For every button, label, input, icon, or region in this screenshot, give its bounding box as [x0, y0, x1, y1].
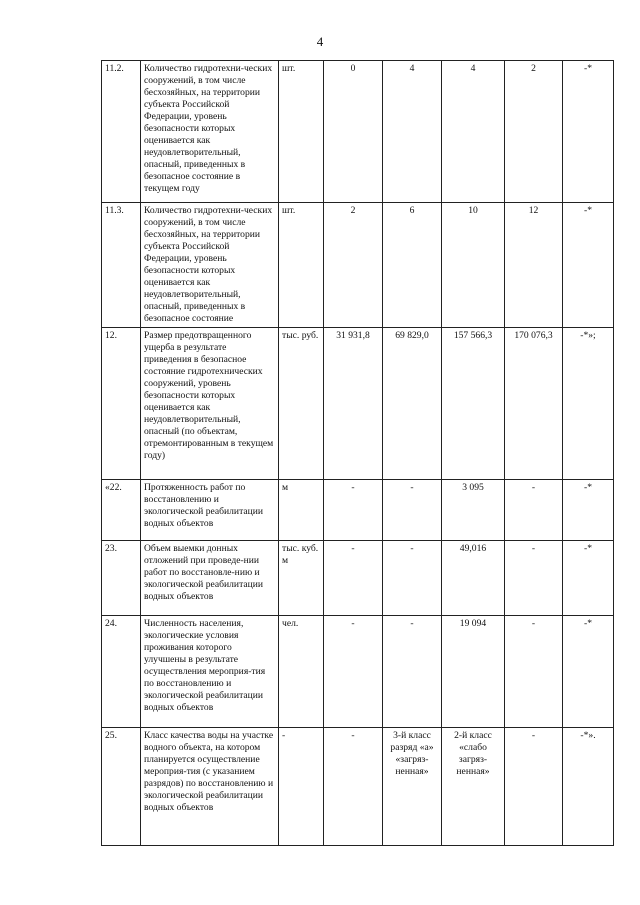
value-cell: 2 [324, 203, 383, 328]
unit-cell: - [279, 727, 324, 845]
value-cell: 2-й класс «слабо загряз-ненная» [442, 727, 505, 845]
note-cell: -*». [563, 727, 614, 845]
table-row [102, 61, 614, 203]
table-row [102, 727, 614, 845]
table-row [102, 540, 614, 615]
unit-cell: чел. [279, 615, 324, 727]
value-cell: - [324, 479, 383, 540]
indicator-description: Класс качества воды на участке водного объекта, на котором планируется осуществление мероприя-тия (с указанием разрядов) по восстановлению и экологической реабилитации водных объектов [141, 727, 279, 845]
row-number: 11.2. [102, 61, 141, 203]
indicator-description: Объем выемки донных отложений при проведе-нии работ по восстановле-нию и экологической реабилитации водных объектов [141, 540, 279, 615]
note-cell: -* [563, 479, 614, 540]
value-cell: - [505, 727, 563, 845]
table-row [102, 327, 614, 479]
note-cell: -* [563, 615, 614, 727]
value-cell: - [324, 615, 383, 727]
row-number: 12. [102, 327, 141, 479]
row-number: 11.3. [102, 203, 141, 328]
page-number: 4 [316, 34, 324, 49]
unit-cell: м [279, 479, 324, 540]
indicators-table [101, 60, 614, 846]
value-cell: - [383, 540, 442, 615]
indicator-description: Размер предотвращенного ущерба в результате приведения в безопасное состояние гидротехнических сооружений, уровень безопасности которых оценивается как неудовлетворительный, опасный (по объектам, отремонтированным в текущем году) [141, 327, 279, 479]
value-cell: 69 829,0 [383, 327, 442, 479]
value-cell: 170 076,3 [505, 327, 563, 479]
value-cell: 3-й класс разряд «а» «загряз-ненная» [383, 727, 442, 845]
value-cell: 157 566,3 [442, 327, 505, 479]
value-cell: - [383, 479, 442, 540]
table-row [102, 479, 614, 540]
indicator-description: Количество гидротехни-ческих сооружений, в том числе бесхозяйных, на территории субъекта Российской Федерации, уровень безопасности которых оценивается как неудовлетворительный, опасный, приведенных в безопасное состояние в текущем году [141, 61, 279, 203]
unit-cell: шт. [279, 203, 324, 328]
value-cell: - [324, 540, 383, 615]
table-row [102, 615, 614, 727]
value-cell: 0 [324, 61, 383, 203]
value-cell: 6 [383, 203, 442, 328]
value-cell: 4 [442, 61, 505, 203]
value-cell: 31 931,8 [324, 327, 383, 479]
row-number: 23. [102, 540, 141, 615]
value-cell: 12 [505, 203, 563, 328]
value-cell: 10 [442, 203, 505, 328]
note-cell: -* [563, 540, 614, 615]
value-cell: 2 [505, 61, 563, 203]
note-cell: -* [563, 61, 614, 203]
indicator-description: Численность населения, экологические условия проживания которого улучшены в результате осуществления мероприя-тия по восстановлению и экологической реабилитации водных объектов [141, 615, 279, 727]
value-cell: - [505, 540, 563, 615]
row-number: «22. [102, 479, 141, 540]
table-row [102, 203, 614, 328]
value-cell: 19 094 [442, 615, 505, 727]
value-cell: - [505, 479, 563, 540]
value-cell: - [383, 615, 442, 727]
value-cell: 3 095 [442, 479, 505, 540]
value-cell: 4 [383, 61, 442, 203]
value-cell: - [505, 615, 563, 727]
unit-cell: тыс. куб. м [279, 540, 324, 615]
row-number: 24. [102, 615, 141, 727]
indicator-description: Количество гидротехни-ческих сооружений, в том числе бесхозяйных, на территории субъекта Российской Федерации, уровень безопасности которых оценивается как неудовлетворительный, опасный, приведенных в безопасное состояние [141, 203, 279, 328]
table-body [102, 61, 614, 846]
row-number: 25. [102, 727, 141, 845]
value-cell: 49,016 [442, 540, 505, 615]
note-cell: -*»; [563, 327, 614, 479]
value-cell: - [324, 727, 383, 845]
note-cell: -* [563, 203, 614, 328]
indicator-description: Протяженность работ по восстановлению и экологической реабилитации водных объектов [141, 479, 279, 540]
unit-cell: тыс. руб. [279, 327, 324, 479]
unit-cell: шт. [279, 61, 324, 203]
